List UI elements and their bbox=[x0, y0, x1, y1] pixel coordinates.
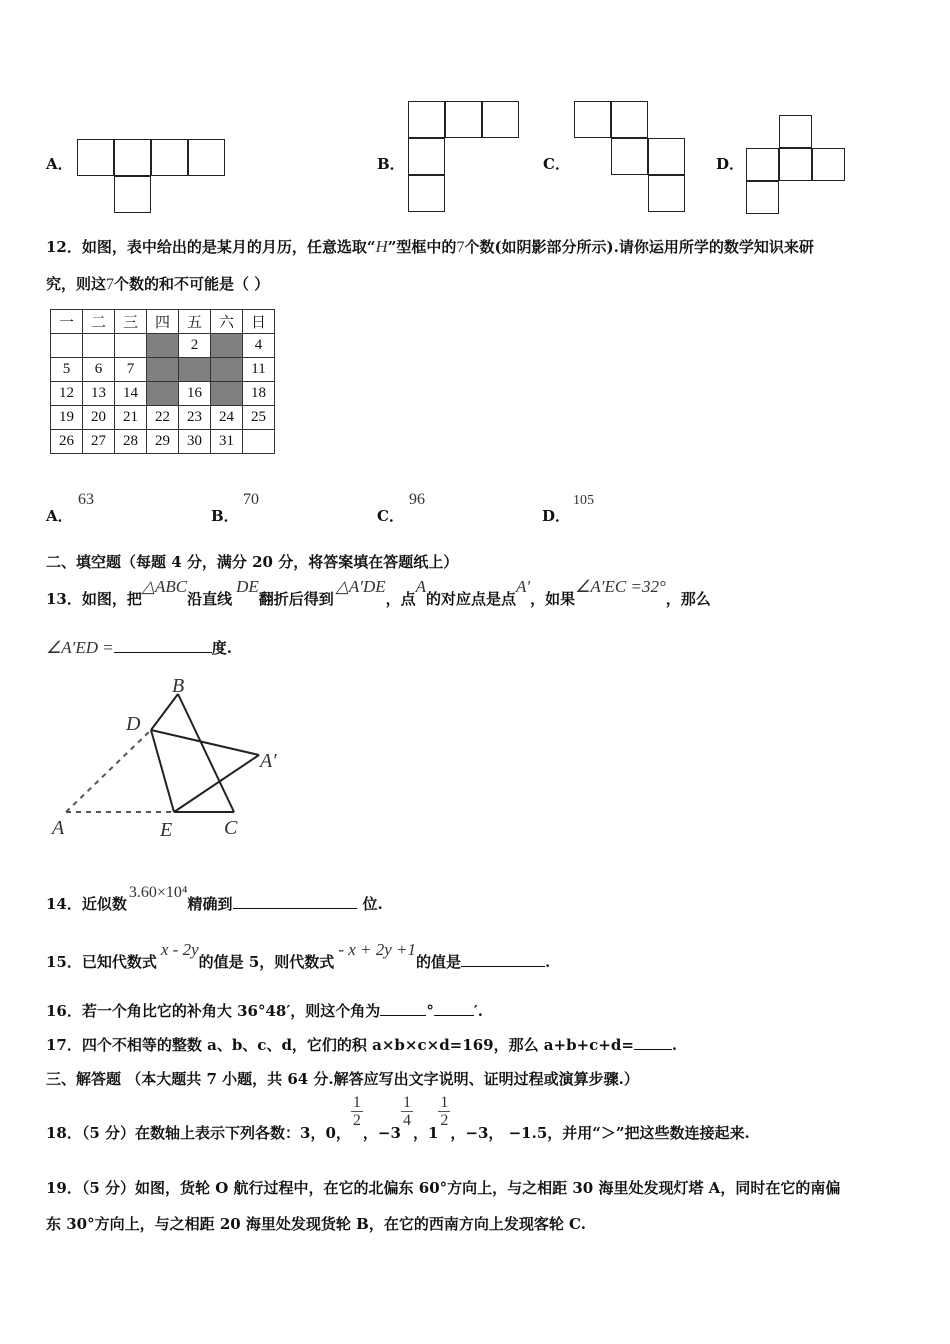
calendar-cell: 24 bbox=[211, 406, 243, 430]
q12-option-b-value: 70 bbox=[243, 491, 259, 508]
calendar-cell-shaded bbox=[147, 382, 179, 406]
calendar-cell-shaded bbox=[211, 334, 243, 358]
calendar-cell: 6 bbox=[83, 358, 115, 382]
q16-line bbox=[46, 1000, 483, 1021]
point-label-e: E bbox=[160, 819, 173, 841]
q18-text: ，−3 bbox=[362, 1123, 401, 1142]
q12-option-a-label[interactable]: A． bbox=[46, 507, 73, 525]
q13-text: 度. bbox=[211, 639, 232, 657]
calendar-cell: 18 bbox=[243, 382, 275, 406]
calendar-header-cell: 日 bbox=[243, 310, 275, 334]
fraction-numerator: 1 bbox=[440, 1094, 449, 1111]
calendar-cell: 12 bbox=[51, 382, 83, 406]
calendar-cell: 19 bbox=[51, 406, 83, 430]
q17-answer-blank[interactable] bbox=[634, 1049, 672, 1050]
line-cb bbox=[178, 694, 234, 812]
q13-text: 翻折后得到 bbox=[258, 590, 334, 608]
calendar-header-cell: 四 bbox=[147, 310, 179, 334]
calendar-cell bbox=[243, 430, 275, 454]
q18-line bbox=[46, 1094, 750, 1140]
q13-figure bbox=[46, 670, 306, 845]
calendar-cell-shaded bbox=[147, 358, 179, 382]
q14-text: 精确到 bbox=[187, 895, 233, 913]
q14-text: 14．近似数 bbox=[46, 895, 127, 913]
q17-line bbox=[46, 1034, 677, 1055]
calendar-cell bbox=[83, 334, 115, 358]
calendar-cell bbox=[51, 334, 83, 358]
line-a2e bbox=[174, 755, 259, 812]
q15-line bbox=[46, 939, 550, 975]
calendar-cell: 16 bbox=[179, 382, 211, 406]
q16-degree-blank[interactable] bbox=[380, 1015, 426, 1016]
q18-fraction bbox=[351, 1094, 363, 1129]
line-bd bbox=[151, 694, 178, 730]
calendar-cell: 5 bbox=[51, 358, 83, 382]
q13-text: ，那么 bbox=[665, 590, 711, 608]
calendar-row bbox=[51, 358, 275, 382]
q16-text: ° bbox=[426, 1002, 434, 1020]
section-2-title: 二、填空题（每题 4 分，满分 20 分，将答案填在答题纸上） bbox=[46, 553, 459, 571]
q13-line1 bbox=[46, 576, 711, 616]
calendar-cell: 11 bbox=[243, 358, 275, 382]
q13-line2 bbox=[46, 637, 232, 658]
q13-text: 13．如图，把 bbox=[46, 590, 142, 608]
q13-math: ∠A′EC =32° bbox=[575, 577, 666, 596]
q12-line1 bbox=[46, 236, 814, 257]
q13-math: A′ bbox=[516, 577, 531, 596]
q12-text: ”型框中的 bbox=[387, 238, 457, 256]
calendar-header-cell: 五 bbox=[179, 310, 211, 334]
calendar-cell: 26 bbox=[51, 430, 83, 454]
q18-text: 18．（5 分）在数轴上表示下列各数：3，0， bbox=[46, 1123, 351, 1142]
q14-text: 位. bbox=[362, 895, 383, 913]
calendar-cell: 22 bbox=[147, 406, 179, 430]
q14-line bbox=[46, 881, 383, 917]
calendar-header-cell: 三 bbox=[115, 310, 147, 334]
q14-math: 3.60×10⁴ bbox=[128, 884, 188, 901]
q16-minute-blank[interactable] bbox=[434, 1015, 474, 1016]
q12-math-seven: 7 bbox=[106, 276, 115, 293]
q15-answer-blank[interactable] bbox=[461, 966, 545, 967]
calendar-cell bbox=[115, 334, 147, 358]
q15-math: x - 2y bbox=[160, 940, 199, 959]
calendar-cell: 20 bbox=[83, 406, 115, 430]
calendar-cell: 27 bbox=[83, 430, 115, 454]
calendar-cell-shaded bbox=[147, 334, 179, 358]
calendar-cell: 14 bbox=[115, 382, 147, 406]
calendar-table bbox=[50, 309, 275, 454]
q17-text: . bbox=[671, 1036, 678, 1054]
q19-line1: 19．（5 分）如图，货轮 O 航行过程中，在它的北偏东 60°方向上，与之相距 30 海里处发现灯塔 A，同时在它的南偏 bbox=[46, 1179, 841, 1197]
q13-math: △ABC bbox=[141, 577, 188, 596]
q13-text: 沿直线 bbox=[187, 590, 233, 608]
q13-math: ∠A′ED = bbox=[46, 638, 114, 657]
q12-option-b-label[interactable]: B． bbox=[211, 507, 239, 525]
calendar-cell: 23 bbox=[179, 406, 211, 430]
q18-fraction bbox=[401, 1094, 413, 1129]
q13-text: ，点 bbox=[385, 590, 416, 608]
fraction-denominator: 2 bbox=[352, 1112, 361, 1129]
q12-line2 bbox=[46, 273, 269, 294]
calendar-cell: 30 bbox=[179, 430, 211, 454]
q13-math: A bbox=[415, 577, 427, 596]
q13-answer-blank[interactable] bbox=[114, 652, 212, 653]
calendar-cell-shaded bbox=[211, 358, 243, 382]
fraction-denominator: 2 bbox=[440, 1112, 449, 1129]
q19-line2: 东 30°方向上，与之相距 20 海里处发现货轮 B，在它的西南方向上发现客轮 C. bbox=[46, 1215, 586, 1233]
calendar-row bbox=[51, 382, 275, 406]
q18-text: ，−3， −1.5，并用“＞”把这些数连接起来. bbox=[450, 1123, 750, 1142]
calendar-cell: 21 bbox=[115, 406, 147, 430]
calendar-header-row bbox=[51, 310, 275, 334]
q11-option-a-label[interactable]: A． bbox=[46, 155, 73, 173]
calendar-cell-shaded bbox=[179, 358, 211, 382]
q13-math: △A′DE bbox=[335, 577, 386, 596]
calendar-cell: 25 bbox=[243, 406, 275, 430]
point-label-c: C bbox=[224, 817, 238, 839]
dashed-line-ad bbox=[66, 730, 151, 812]
q12-math-h: H bbox=[375, 237, 388, 256]
calendar-header-cell: 二 bbox=[83, 310, 115, 334]
q17-text: 17．四个不相等的整数 a、b、c、d，它们的积 a×b×c×d=169，那么 a+b+c+d= bbox=[46, 1036, 634, 1054]
q12-math-seven: 7 bbox=[456, 239, 465, 256]
line-de bbox=[151, 730, 174, 812]
q15-text: 15．已知代数式 bbox=[46, 953, 157, 971]
q12-option-d-value: 105 bbox=[573, 493, 594, 508]
q13-text: ，如果 bbox=[530, 590, 576, 608]
point-label-a: A bbox=[52, 817, 65, 839]
point-label-b: B bbox=[172, 675, 185, 697]
q16-text: 16．若一个角比它的补角大 36°48′，则这个角为 bbox=[46, 1002, 381, 1020]
point-label-d: D bbox=[126, 713, 141, 735]
q13-text: 的对应点是点 bbox=[426, 590, 517, 608]
calendar-row bbox=[51, 334, 275, 358]
calendar-cell: 28 bbox=[115, 430, 147, 454]
q15-text: 的值是 5，则代数式 bbox=[198, 953, 335, 971]
q15-text: 的值是 bbox=[416, 953, 462, 971]
q15-text: . bbox=[545, 953, 551, 971]
calendar-cell: 4 bbox=[243, 334, 275, 358]
q18-fraction bbox=[438, 1094, 450, 1129]
calendar-cell: 2 bbox=[179, 334, 211, 358]
q11-option-b-label[interactable]: B． bbox=[377, 155, 405, 173]
calendar-row bbox=[51, 406, 275, 430]
calendar-header-cell: 一 bbox=[51, 310, 83, 334]
q12-option-c-label[interactable]: C． bbox=[377, 507, 404, 525]
q15-math: - x + 2y +1 bbox=[338, 940, 417, 959]
q12-option-d-label[interactable]: D． bbox=[542, 507, 571, 525]
fraction-denominator: 4 bbox=[402, 1112, 411, 1129]
fraction-numerator: 1 bbox=[402, 1094, 411, 1111]
q18-text: ，1 bbox=[412, 1123, 439, 1142]
calendar-row bbox=[51, 430, 275, 454]
calendar-cell: 31 bbox=[211, 430, 243, 454]
calendar-cell: 13 bbox=[83, 382, 115, 406]
point-label-a-prime: A′ bbox=[260, 750, 277, 772]
q13-math: DE bbox=[236, 577, 259, 596]
q11-option-d-label[interactable]: D． bbox=[716, 155, 745, 173]
calendar-cell-shaded bbox=[211, 382, 243, 406]
section-3-title: 三、解答题 （本大题共 7 小题，共 64 分.解答应写出文字说明、证明过程或演算步骤.） bbox=[46, 1070, 639, 1088]
q12-text: 12．如图，表中给出的是某月的月历，任意选取“ bbox=[46, 238, 376, 256]
q12-option-c-value: 96 bbox=[409, 491, 425, 508]
q12-text: 个数的和不可能是（ ） bbox=[114, 275, 270, 293]
calendar-cell: 29 bbox=[147, 430, 179, 454]
q11-option-c-label[interactable]: C． bbox=[543, 155, 570, 173]
calendar-header-cell: 六 bbox=[211, 310, 243, 334]
calendar-cell: 7 bbox=[115, 358, 147, 382]
q12-option-a-value: 63 bbox=[78, 491, 94, 508]
q14-answer-blank[interactable] bbox=[233, 908, 357, 909]
q16-text: ′. bbox=[473, 1002, 483, 1020]
q12-text: 究，则这 bbox=[46, 275, 107, 293]
q12-text: 个数(如阴影部分所示).请你运用所学的数学知识来研 bbox=[464, 238, 814, 256]
fraction-numerator: 1 bbox=[352, 1094, 361, 1111]
